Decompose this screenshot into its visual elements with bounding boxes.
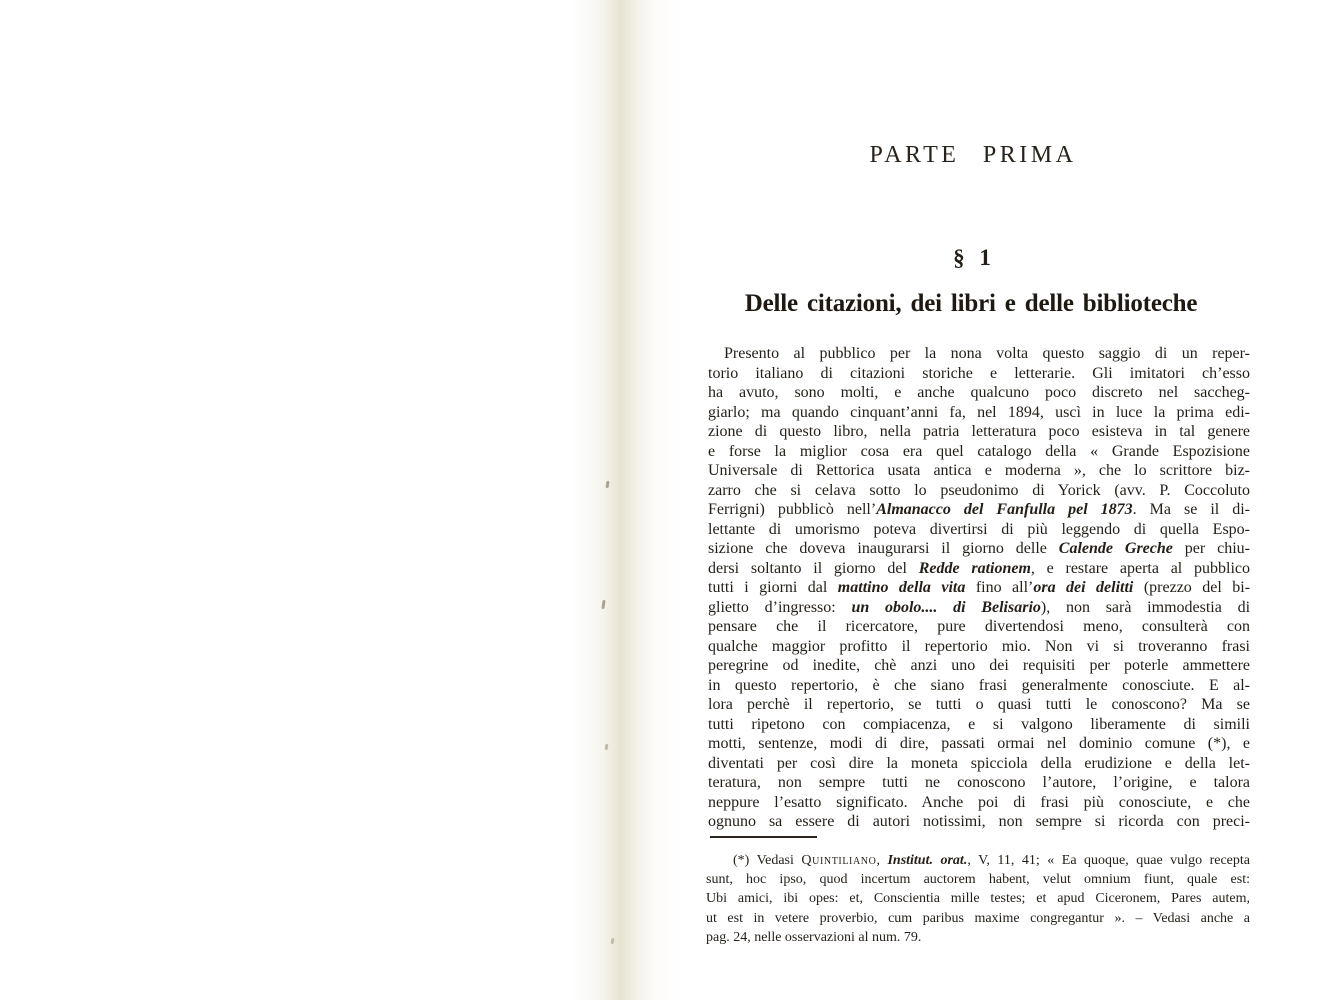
text-run: tutti i giorni dal bbox=[708, 579, 838, 596]
body-text-line bbox=[708, 812, 1250, 832]
body-text-line bbox=[708, 793, 1250, 813]
footnote-text-line bbox=[706, 870, 1250, 889]
footnote-text-line bbox=[706, 928, 1250, 947]
page-gutter-shadow bbox=[572, 0, 682, 1000]
text-run: giarlo; ma quando cinquant’anni fa, nel 1894, uscì in luce la prima edi- bbox=[708, 403, 1250, 421]
text-run: , e restare aperta al pubblico bbox=[1030, 559, 1250, 577]
text-run: in questo repertorio, è che siano frasi generalmente conosciute. E al- bbox=[708, 676, 1250, 694]
footnote-divider bbox=[710, 836, 817, 838]
footnote bbox=[706, 851, 1250, 947]
italic-text: Redde rationem bbox=[918, 559, 1031, 577]
text-run: Ubi amici, ibi opes: et, Conscientia mille testes; et apud Ciceronem, Pares autem, bbox=[706, 891, 1250, 907]
text-run: glietto d’ingresso: bbox=[708, 598, 852, 616]
text-run: per chiu- bbox=[1172, 540, 1250, 557]
text-run: (prezzo del bi- bbox=[1133, 579, 1250, 596]
text-run: pag. 24, nelle osservazioni al num. 79. bbox=[706, 929, 922, 945]
text-run: torio italiano di citazioni storiche e letterarie. Gli imitatori ch’esso bbox=[708, 364, 1250, 382]
text-run: teratura, non sempre tutti ne conoscono l’autore, l’origine, e talora bbox=[708, 774, 1250, 791]
text-run: . Ma se il di- bbox=[1132, 501, 1250, 518]
text-run: ), non sarà immodestia di bbox=[1040, 598, 1250, 616]
body-text-line bbox=[708, 754, 1250, 774]
text-run: (*) Vedasi bbox=[733, 853, 802, 868]
italic-text: Almanacco del Fanfulla pel 1873 bbox=[876, 501, 1133, 518]
italic-text: Institut. orat. bbox=[887, 853, 968, 868]
text-run: zarro che si celava sotto lo pseudonimo di Yorick (avv. P. Coccoluto bbox=[708, 481, 1250, 499]
text-run: pensare che il ricercatore, pure divertendosi meno, consulterà con bbox=[708, 618, 1250, 635]
body-text-line bbox=[708, 656, 1250, 676]
italic-text: mattino della vita bbox=[837, 579, 966, 596]
body-text-line bbox=[708, 695, 1250, 715]
body-text-line bbox=[708, 520, 1250, 540]
body-text-line bbox=[708, 598, 1250, 618]
section-title: Delle citazioni, dei libri e delle biblioteche bbox=[744, 290, 1198, 317]
body-text-line bbox=[708, 559, 1250, 579]
body-text-line bbox=[708, 422, 1250, 442]
part-title: PARTE PRIMA bbox=[869, 142, 1077, 168]
body-text-line bbox=[708, 676, 1250, 696]
text-run: diventati per così dire la moneta spicciola della erudizione e della let- bbox=[708, 754, 1250, 772]
body-text-line bbox=[708, 461, 1250, 481]
text-run: ognuno sa essere di autori notissimi, non sempre si ricorda con preci- bbox=[708, 813, 1250, 830]
italic-text: un obolo.... di Belisario bbox=[851, 598, 1041, 616]
body-text-line bbox=[708, 364, 1250, 384]
text-run: zione di questo libro, nella patria letteratura poco esisteva in tal genere bbox=[708, 423, 1250, 440]
body-text-line bbox=[708, 773, 1250, 793]
text-run: Ferrigni) pubblicò nell’ bbox=[708, 501, 877, 518]
body-text-line bbox=[708, 500, 1250, 520]
text-run: fino all’ bbox=[965, 579, 1034, 596]
text-run: ha avuto, sono molti, e anche qualcuno poco discreto nel saccheg- bbox=[708, 384, 1250, 401]
body-text-line bbox=[708, 344, 1250, 364]
body-paragraph bbox=[708, 344, 1250, 832]
body-text-line bbox=[708, 734, 1250, 754]
italic-text: Calende Greche bbox=[1058, 540, 1173, 557]
body-text-line bbox=[708, 481, 1250, 501]
text-run: e forse la miglior cosa era quel catalogo della « Grande Espozisione bbox=[708, 442, 1250, 460]
body-text-line bbox=[708, 715, 1250, 735]
body-text-line bbox=[708, 637, 1250, 657]
section-number: § 1 bbox=[953, 245, 991, 270]
text-run: sunt, hoc ipso, quod incertum auctorem habent, velut omnium fiunt, quale est: bbox=[706, 872, 1250, 888]
text-run: ut est in vetere proverbio, cum paribus maxime congregantur ». – Vedasi anche a bbox=[706, 910, 1250, 926]
body-text-line bbox=[708, 403, 1250, 423]
text-run: Universale di Rettorica usata antica e moderna », che lo scrittore biz- bbox=[708, 462, 1250, 479]
text-run: dersi soltanto il giorno del bbox=[708, 559, 919, 577]
body-text-line bbox=[708, 383, 1250, 403]
text-run: lettante di umorismo poteva divertirsi di più leggendo di quella Espo- bbox=[708, 520, 1250, 538]
text-run: peregrine od inedite, chè anzi uno dei requisiti per poterle ammettere bbox=[708, 657, 1250, 674]
small-caps-text: Quintiliano bbox=[801, 853, 877, 868]
text-run: neppure l’esatto significato. Anche poi di frasi più conosciute, e che bbox=[708, 793, 1250, 811]
text-run: , bbox=[876, 853, 888, 868]
body-text-line bbox=[708, 617, 1250, 637]
footnote-text-line bbox=[706, 889, 1250, 908]
body-text-line bbox=[708, 442, 1250, 462]
text-run: Presento al pubblico per la nona volta questo saggio di un reper- bbox=[724, 345, 1250, 362]
text-run: motti, sentenze, modi di dire, passati ormai nel dominio comune (*), e bbox=[708, 735, 1250, 752]
text-run: tutti ripetono con compiacenza, e si valgono liberamente di simili bbox=[708, 715, 1250, 733]
italic-text: ora dei delitti bbox=[1033, 579, 1134, 596]
footnote-text-line bbox=[706, 909, 1250, 928]
body-text-line bbox=[708, 539, 1250, 559]
body-text-line bbox=[708, 578, 1250, 598]
footnote-text-line bbox=[706, 851, 1250, 870]
text-run: , V, 11, 41; « Ea quoque, quae vulgo recepta bbox=[967, 853, 1250, 868]
text-run: sizione che doveva inaugurarsi il giorno delle bbox=[708, 540, 1059, 557]
text-run: qualche maggior profitto il repertorio mio. Non vi si troveranno frasi bbox=[708, 637, 1250, 655]
text-run: lora perchè il repertorio, se tutti o quasi tutti le conoscono? Ma se bbox=[708, 696, 1250, 713]
